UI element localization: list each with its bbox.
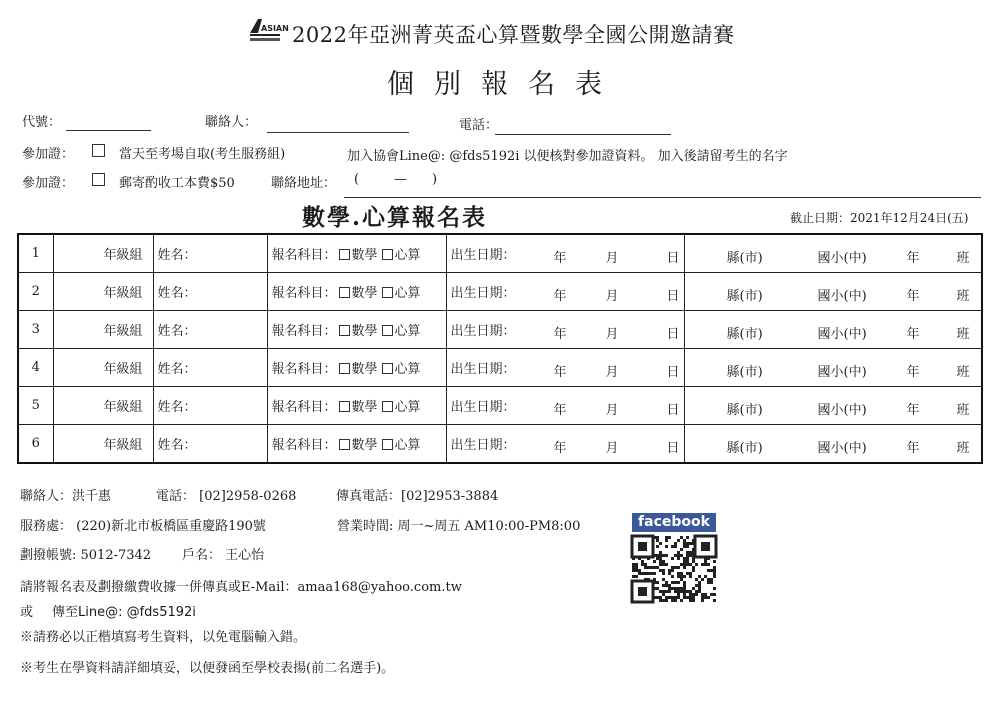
mental-option: 心算 — [394, 324, 421, 339]
school-year-label: 年 — [906, 251, 920, 266]
subject-cell — [267, 273, 446, 311]
school-label: 國小(中) — [817, 365, 867, 380]
class-label: 班 — [956, 289, 970, 304]
footer-hours: 營業時間: 周一~周五 AM10:00-PM8:00 — [337, 519, 581, 534]
school-label: 國小(中) — [817, 289, 867, 304]
birth-label: 出生日期： — [450, 362, 516, 377]
table-row — [18, 311, 982, 349]
birth-month: 月 — [605, 289, 619, 304]
cert-mail-option: 郵寄酌收工本費$50 — [119, 176, 235, 191]
mental-checkbox[interactable] — [382, 287, 393, 298]
address-dash: — — [394, 172, 407, 187]
math-checkbox[interactable] — [339, 401, 350, 412]
mental-option: 心算 — [394, 400, 421, 415]
row-number: 5 — [18, 387, 53, 425]
birth-day: 日 — [666, 365, 680, 380]
footer-note-2: ※考生在學資料請詳細填妥，以便發函至學校表揚(前二名選手)。 — [20, 661, 395, 676]
contact-field[interactable] — [267, 132, 409, 133]
math-option: 數學 — [351, 324, 378, 339]
birth-cell[interactable] — [446, 349, 684, 387]
footer-note-1: ※請務必以正楷填寫考生資料，以免電腦輸入錯。 — [20, 630, 307, 645]
class-label: 班 — [956, 441, 970, 456]
qr-code-icon — [632, 536, 716, 602]
school-cell[interactable] — [684, 425, 982, 464]
math-checkbox[interactable] — [339, 325, 350, 336]
address-paren-close: ) — [432, 172, 438, 187]
birth-day: 日 — [666, 289, 680, 304]
row-number: 1 — [18, 234, 53, 273]
name-label: 姓名： — [157, 286, 197, 301]
county-label: 縣(市) — [726, 289, 763, 304]
table-row — [18, 234, 982, 273]
county-label: 縣(市) — [726, 365, 763, 380]
name-cell[interactable] — [153, 387, 267, 425]
name-label: 姓名： — [157, 438, 197, 453]
birth-month: 月 — [605, 365, 619, 380]
logo-text: ASIAN — [261, 24, 289, 33]
birth-label: 出生日期： — [450, 286, 516, 301]
school-cell[interactable] — [684, 311, 982, 349]
birth-cell[interactable] — [446, 425, 684, 464]
school-label: 國小(中) — [817, 327, 867, 342]
name-cell[interactable] — [153, 311, 267, 349]
mental-option: 心算 — [394, 286, 421, 301]
row-number: 2 — [18, 273, 53, 311]
subject-cell — [267, 234, 446, 273]
county-label: 縣(市) — [726, 251, 763, 266]
county-label: 縣(市) — [726, 327, 763, 342]
mental-option: 心算 — [394, 248, 421, 263]
school-year-label: 年 — [906, 403, 920, 418]
cert-label-1: 參加證： — [22, 147, 75, 162]
school-label: 國小(中) — [817, 251, 867, 266]
row-number: 4 — [18, 349, 53, 387]
school-year-label: 年 — [906, 327, 920, 342]
birth-label: 出生日期： — [450, 248, 516, 263]
cert-label-2: 參加證： — [22, 176, 75, 191]
subject-cell — [267, 387, 446, 425]
birth-day: 日 — [666, 327, 680, 342]
footer-account-name: 戶名： 王心怡 — [182, 548, 265, 563]
birth-label: 出生日期： — [450, 324, 516, 339]
school-cell[interactable] — [684, 387, 982, 425]
subject-label: 報名科目： — [271, 248, 337, 263]
birth-day: 日 — [666, 403, 680, 418]
grade-label: 年級組 — [103, 362, 143, 377]
school-label: 國小(中) — [817, 441, 867, 456]
county-label: 縣(市) — [726, 441, 763, 456]
math-option: 數學 — [351, 286, 378, 301]
grade-cell[interactable] — [53, 387, 153, 425]
birth-year: 年 — [553, 327, 567, 342]
grade-label: 年級組 — [103, 248, 143, 263]
school-label: 國小(中) — [817, 403, 867, 418]
grade-cell[interactable] — [53, 273, 153, 311]
school-cell[interactable] — [684, 349, 982, 387]
footer-account: 劃撥帳號: 5012-7342 — [20, 548, 152, 563]
math-checkbox[interactable] — [339, 287, 350, 298]
grade-cell[interactable] — [53, 349, 153, 387]
school-year-label: 年 — [906, 365, 920, 380]
address-field[interactable] — [344, 197, 981, 198]
grade-label: 年級組 — [103, 324, 143, 339]
address-paren-open: ( — [354, 172, 360, 187]
subject-label: 報名科目： — [271, 324, 337, 339]
mental-option: 心算 — [394, 438, 421, 453]
math-option: 數學 — [351, 438, 378, 453]
birth-year: 年 — [553, 289, 567, 304]
birth-cell[interactable] — [446, 234, 684, 273]
subject-cell — [267, 349, 446, 387]
line-note: 加入協會Line@: @fds5192i 以便核對參加證資料。 加入後請留考生的名字 — [347, 149, 788, 164]
birth-day: 日 — [666, 441, 680, 456]
mental-checkbox[interactable] — [382, 401, 393, 412]
cert-pickup-checkbox[interactable] — [92, 144, 105, 157]
page-title: 2022年亞洲菁英盃心算暨數學全國公開邀請賽 — [292, 23, 735, 47]
class-label: 班 — [956, 365, 970, 380]
name-label: 姓名： — [157, 362, 197, 377]
association-logo — [248, 17, 289, 43]
grade-label: 年級組 — [103, 438, 143, 453]
name-label: 姓名： — [157, 248, 197, 263]
math-checkbox[interactable] — [339, 249, 350, 260]
phone-field[interactable] — [495, 134, 671, 135]
subject-label: 報名科目： — [271, 438, 337, 453]
cert-pickup-option: 當天至考場自取(考生服務組) — [119, 147, 286, 162]
class-label: 班 — [956, 327, 970, 342]
birth-cell[interactable] — [446, 273, 684, 311]
mental-checkbox[interactable] — [382, 363, 393, 374]
birth-year: 年 — [553, 251, 567, 266]
birth-label: 出生日期： — [450, 438, 516, 453]
school-cell[interactable] — [684, 234, 982, 273]
birth-cell[interactable] — [446, 311, 684, 349]
mental-checkbox[interactable] — [382, 249, 393, 260]
grade-cell[interactable] — [53, 425, 153, 464]
grade-label: 年級組 — [103, 400, 143, 415]
birth-year: 年 — [553, 441, 567, 456]
birth-year: 年 — [553, 403, 567, 418]
section-title: 數學.心算報名表 — [302, 204, 488, 231]
school-cell[interactable] — [684, 273, 982, 311]
school-year-label: 年 — [906, 289, 920, 304]
birth-cell[interactable] — [446, 387, 684, 425]
school-year-label: 年 — [906, 441, 920, 456]
registration-table — [17, 233, 983, 464]
footer-fax: 傳真電話：[02]2953-3884 — [336, 489, 499, 504]
cert-mail-checkbox[interactable] — [92, 173, 105, 186]
table-row — [18, 425, 982, 464]
footer-office: 服務處： (220)新北市板橋區重慶路190號 — [20, 519, 266, 534]
math-checkbox[interactable] — [339, 363, 350, 374]
name-label: 姓名： — [157, 324, 197, 339]
birth-label: 出生日期： — [450, 400, 516, 415]
math-checkbox[interactable] — [339, 439, 350, 450]
mental-option: 心算 — [394, 362, 421, 377]
math-option: 數學 — [351, 362, 378, 377]
mental-checkbox[interactable] — [382, 439, 393, 450]
subject-label: 報名科目： — [271, 286, 337, 301]
subject-cell — [267, 425, 446, 464]
county-label: 縣(市) — [726, 403, 763, 418]
footer-phone: 電話： [02]2958-0268 — [156, 489, 297, 504]
code-label: 代號： — [22, 115, 62, 130]
footer-line-or: 或 — [20, 605, 34, 620]
subject-label: 報名科目： — [271, 400, 337, 415]
name-cell[interactable] — [153, 425, 267, 464]
footer-line-send: 傳至Line@: @fds5192i — [52, 605, 196, 620]
table-row — [18, 273, 982, 311]
subject-label: 報名科目： — [271, 362, 337, 377]
name-cell[interactable] — [153, 273, 267, 311]
address-label: 聯絡地址： — [271, 176, 337, 191]
birth-month: 月 — [605, 441, 619, 456]
deadline: 截止日期：2021年12月24日(五) — [790, 211, 969, 225]
footer-email-note: 請將報名表及劃撥繳費收據一併傳真或E-Mail：amaa168@yahoo.com.tw — [20, 580, 462, 595]
name-label: 姓名： — [157, 400, 197, 415]
code-field[interactable] — [66, 130, 151, 131]
birth-year: 年 — [553, 365, 567, 380]
grade-cell[interactable] — [53, 311, 153, 349]
phone-label: 電話： — [459, 118, 499, 133]
form-subtitle: 個別報名表 — [387, 69, 622, 100]
class-label: 班 — [956, 403, 970, 418]
birth-day: 日 — [666, 251, 680, 266]
facebook-logo: facebook — [632, 513, 716, 532]
subject-cell — [267, 311, 446, 349]
class-label: 班 — [956, 251, 970, 266]
mental-checkbox[interactable] — [382, 325, 393, 336]
name-cell[interactable] — [153, 234, 267, 273]
table-row — [18, 349, 982, 387]
footer-contact: 聯絡人：洪千惠 — [20, 489, 112, 504]
grade-label: 年級組 — [103, 286, 143, 301]
birth-month: 月 — [605, 327, 619, 342]
math-option: 數學 — [351, 248, 378, 263]
contact-label: 聯絡人： — [205, 115, 258, 130]
row-number: 3 — [18, 311, 53, 349]
name-cell[interactable] — [153, 349, 267, 387]
grade-cell[interactable] — [53, 234, 153, 273]
row-number: 6 — [18, 425, 53, 464]
birth-month: 月 — [605, 251, 619, 266]
birth-month: 月 — [605, 403, 619, 418]
table-row — [18, 387, 982, 425]
math-option: 數學 — [351, 400, 378, 415]
